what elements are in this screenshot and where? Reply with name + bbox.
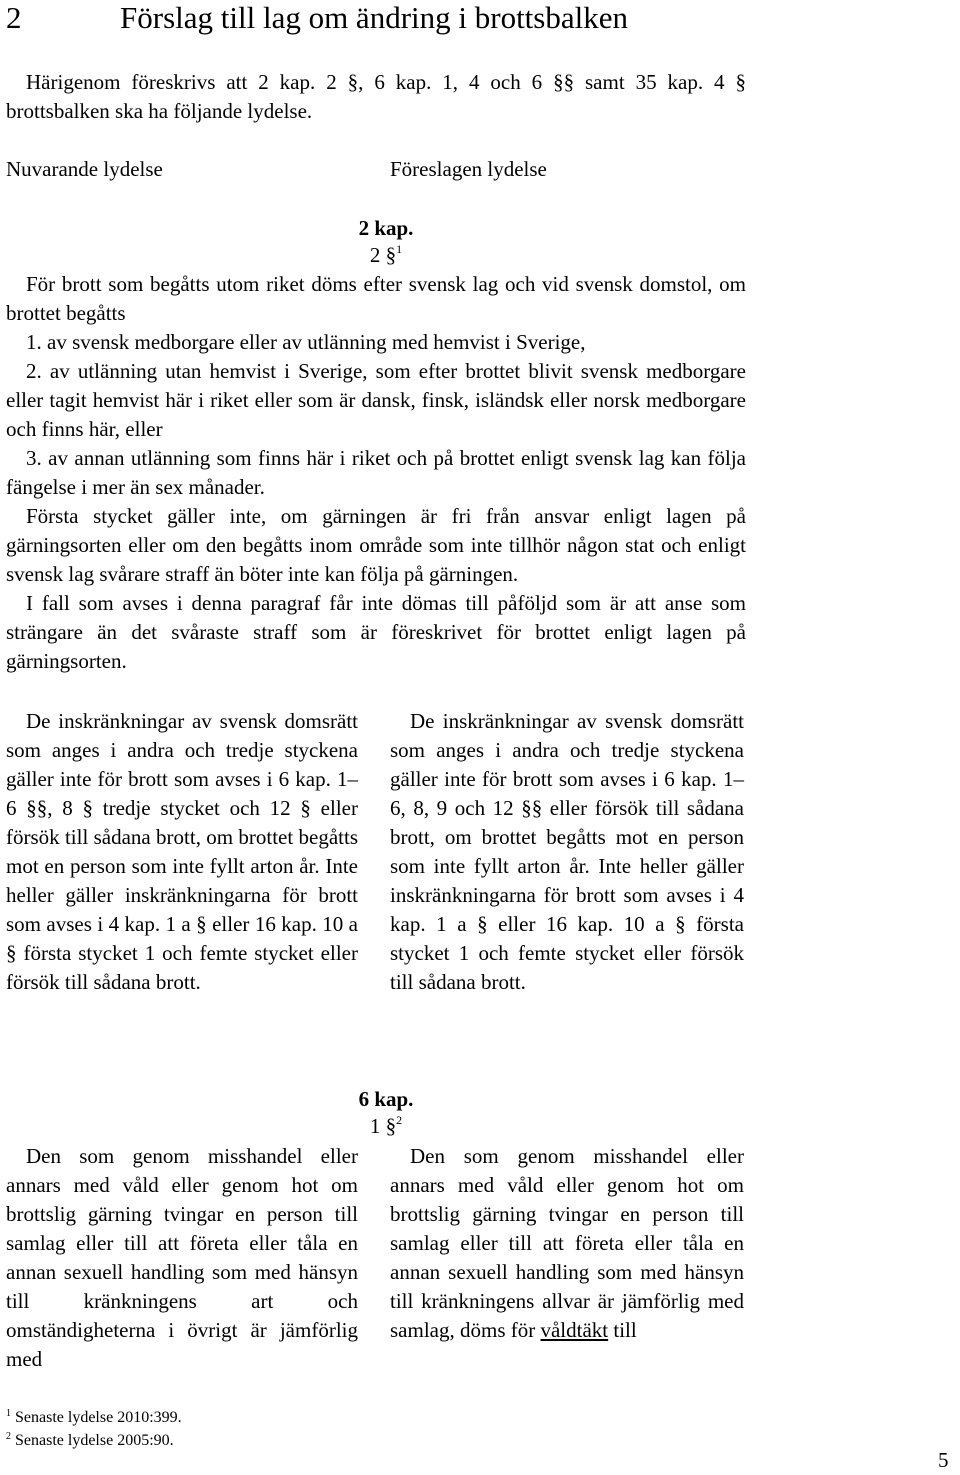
footnote-ref: 1 <box>396 242 403 256</box>
footnote-marker: 2 <box>6 1431 11 1442</box>
footnote <box>6 1407 182 1429</box>
text-line: Första stycket gäller inte, om gärningen är fri från ansvar enligt lagen på gärningsorten eller om den begåtts inom område som inte tillhör någon stat och enligt svensk lag svårare straff än böter inte kan följa på gärningen. <box>6 504 746 586</box>
text-line: 1. av svensk medborgare eller av utlänning med hemvist i Sverige, <box>26 330 586 354</box>
paragraph-label <box>336 1112 436 1141</box>
text-line: 3. av annan utlänning som finns här i riket och på brottet enligt svensk lag kan följa fängelse i mer än sex månader. <box>6 446 746 499</box>
text-line: För brott som begåtts utom riket döms efter svensk lag och vid svensk domstol, om brottet begåtts <box>6 272 746 325</box>
footnote <box>6 1430 174 1452</box>
section-heading: 6 kap. <box>358 1087 414 1111</box>
chapter-number: 2 <box>6 0 22 35</box>
section-heading: 2 kap. <box>358 216 414 240</box>
column-header-proposed: Föreslagen lydelse <box>390 157 547 181</box>
chapter-title: Förslag till lag om ändring i brottsbalken <box>120 0 628 35</box>
paragraph-label <box>336 241 436 270</box>
underlined-term: våldtäkt <box>540 1318 609 1342</box>
chapter-title-wrap <box>120 0 628 36</box>
proposed-text-2-end: till <box>608 1318 637 1342</box>
footnote-marker: 1 <box>6 1408 11 1419</box>
intro-paragraph: Härigenom föreskrivs att 2 kap. 2 §, 6 kap. 1, 4 och 6 §§ samt 35 kap. 4 § brottsbalken ska ha följande lydelse. <box>6 70 746 123</box>
chapter-heading <box>6 0 22 36</box>
proposed-text-1: De inskränkningar av svensk domsrätt som anges i andra och tredje styckena gäller inte för brott som avses i 6 kap. 1–6, 8, 9 och 12 §§ eller försök till sådana brott, om brottet begåtts mot en person som inte fyllt arton år. Inte heller gäller inskränkningarna för brott som avses i 4 kap. 1 a § eller 16 kap. 10 a § första stycket 1 och femte stycket eller försök till sådana brott. <box>390 709 744 994</box>
shared-text-block <box>6 270 746 676</box>
footnote-text: Senaste lydelse 2005:90. <box>15 1432 174 1449</box>
proposed-text-2-start: Den som genom misshandel eller annars med våld eller genom hot om brottslig gärning tvingar en person till samlag eller till att företa eller tåla en annan sexuell handling som med hänsyn till kränkningens allvar är jämförlig med samlag, döms för <box>390 1144 744 1342</box>
column-header-current: Nuvarande lydelse <box>6 157 163 181</box>
current-text-2: Den som genom misshandel eller annars med våld eller genom hot om brottslig gärning tvingar en person till samlag eller till att företa eller tåla en annan sexuell handling som med hänsyn till kränkningens art och omständigheterna i övrigt är jämförlig med <box>6 1144 358 1371</box>
footnote-ref: 2 <box>396 1113 403 1127</box>
paragraph-label-text: 1 § <box>369 1114 397 1138</box>
text-line: I fall som avses i denna paragraf får inte dömas till påföljd som är att anse som strängare än det svåraste straff som är föreskrivet för brottet enligt lagen på gärningsorten. <box>6 591 746 673</box>
page-number: 5 <box>938 1448 949 1472</box>
text-line: 2. av utlänning utan hemvist i Sverige, som efter brottet blivit svensk medborgare eller tagit hemvist här i riket eller som är dansk, finsk, isländsk eller norsk medborgare och finns här, eller <box>6 359 746 441</box>
paragraph-label-text: 2 § <box>369 243 397 267</box>
proposed-text-2 <box>390 1142 744 1345</box>
footnote-text: Senaste lydelse 2010:399. <box>15 1409 182 1426</box>
current-text-1: De inskränkningar av svensk domsrätt som anges i andra och tredje styckena gäller inte för brott som avses i 6 kap. 1–6 §§, 8 § tredje stycket och 12 § eller försök till sådana brott, om brottet begåtts mot en person som inte fyllt arton år. Inte heller gäller inskränkningarna för brott som avses i 4 kap. 1 a § eller 16 kap. 10 a § första stycket 1 och femte stycket eller försök till sådana brott. <box>6 709 358 994</box>
